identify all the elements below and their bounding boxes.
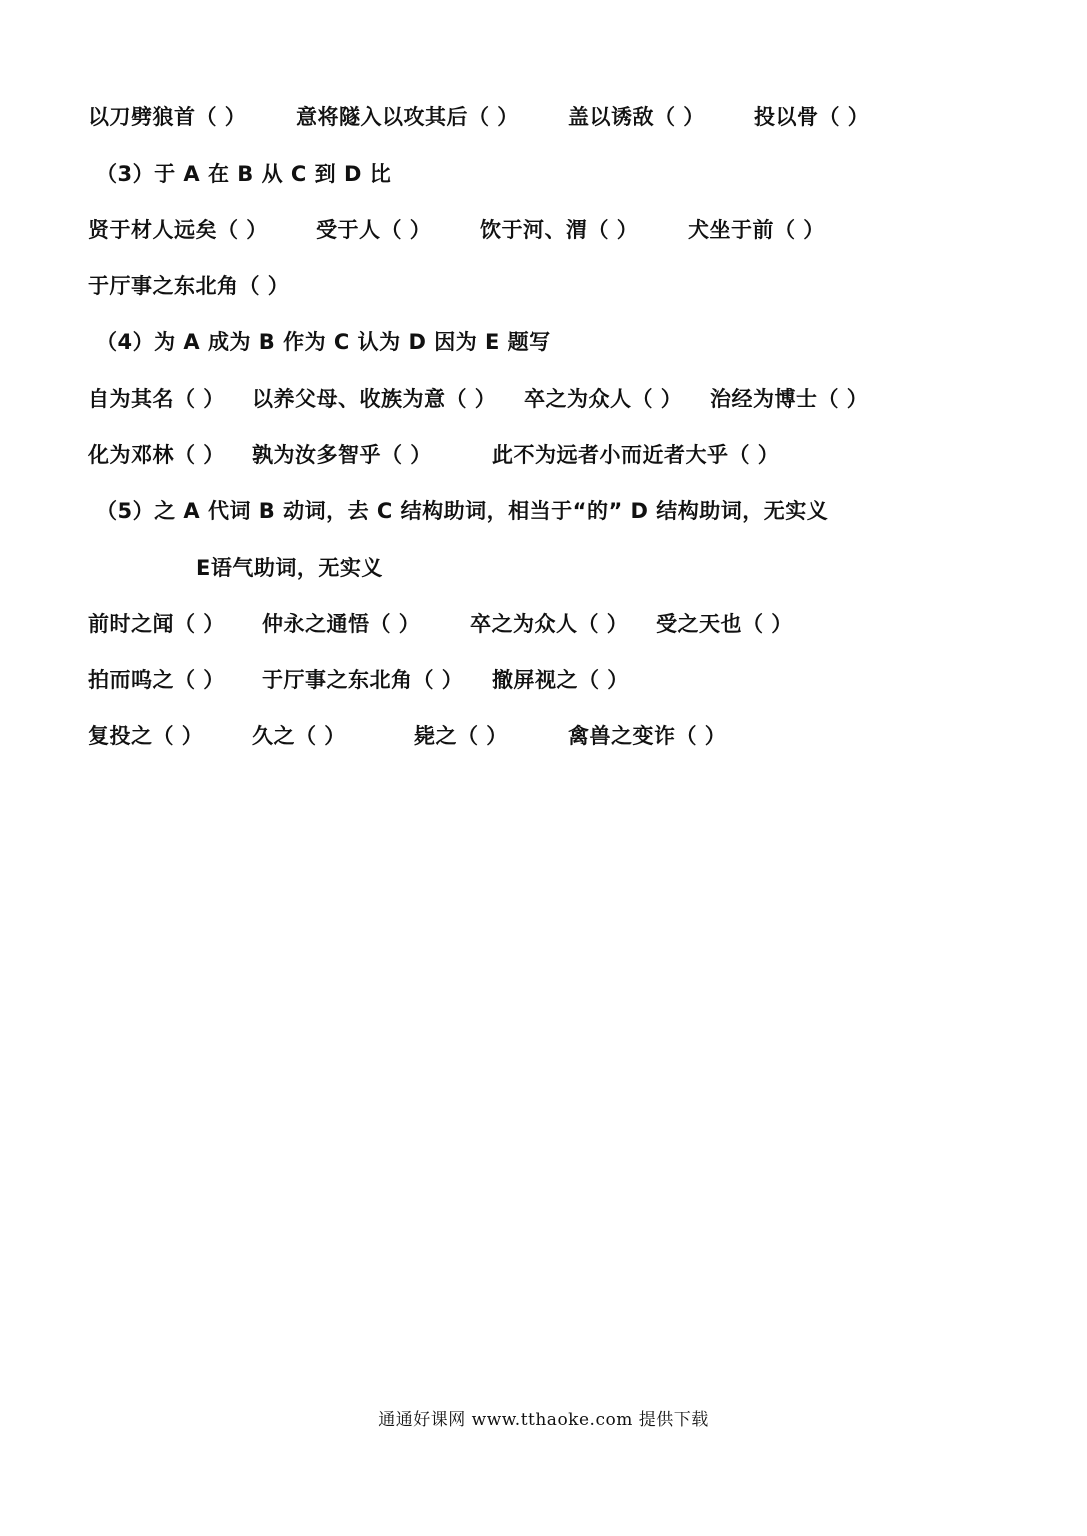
question-item: 于厅事之东北角（ ）	[262, 668, 464, 692]
question-item: 以刀劈狼首（ ）	[88, 105, 247, 129]
question-item: 撤屏视之（ ）	[492, 668, 629, 692]
section-heading-4	[0, 322, 1087, 362]
section-heading-5	[0, 491, 1087, 531]
question-item: 卒之为众人（ ）	[524, 387, 683, 411]
question-item: 毙之（ ）	[414, 724, 508, 748]
question-item: 受于人（ ）	[316, 218, 432, 242]
question-item: 投以骨（ ）	[754, 105, 870, 129]
exercise-line-10	[0, 604, 1087, 644]
section-heading-3	[0, 154, 1087, 194]
question-item: 前时之闻（ ）	[88, 612, 225, 636]
section-options: E语气助词，无实义	[196, 556, 383, 580]
section-options-continued	[0, 548, 1087, 588]
question-item: 受之天也（ ）	[656, 612, 793, 636]
question-item: 治经为博士（ ）	[710, 387, 869, 411]
question-item: 卒之为众人（ ）	[470, 612, 629, 636]
question-item: 化为邓林（ ）	[88, 443, 225, 467]
page-footer: 通通好课网 www.tthaoke.com 提供下载	[378, 1410, 709, 1430]
question-item: 以养父母、收族为意（ ）	[252, 387, 497, 411]
question-item: 仲永之通悟（ ）	[262, 612, 421, 636]
exercise-line-6	[0, 379, 1087, 419]
question-item: 此不为远者小而近者大乎（ ）	[492, 443, 780, 467]
exercise-line-7	[0, 435, 1087, 475]
question-item: 久之（ ）	[252, 724, 346, 748]
exercise-line-1	[0, 97, 1087, 137]
question-item: 犬坐于前（ ）	[688, 218, 825, 242]
question-item: 贤于材人远矣（ ）	[88, 218, 268, 242]
exercise-line-12	[0, 716, 1087, 756]
question-item: 自为其名（ ）	[88, 387, 225, 411]
question-item: 盖以诱敌（ ）	[568, 105, 705, 129]
section-options: （4）为 A 成为 B 作为 C 认为 D 因为 E 题写	[96, 330, 551, 354]
question-item: 饮于河、渭（ ）	[480, 218, 639, 242]
question-item: 拍而呜之（ ）	[88, 668, 225, 692]
question-item: 意将隧入以攻其后（ ）	[296, 105, 519, 129]
exercise-line-4	[0, 266, 1087, 306]
question-item: 于厅事之东北角（ ）	[88, 274, 290, 298]
question-item: 复投之（ ）	[88, 724, 204, 748]
question-item: 孰为汝多智乎（ ）	[252, 443, 432, 467]
section-options: （3）于 A 在 B 从 C 到 D 比	[96, 162, 392, 186]
section-options: （5）之 A 代词 B 动词，去 C 结构助词，相当于“的” D 结构助词，无实义	[96, 499, 829, 523]
exercise-line-3	[0, 210, 1087, 250]
question-item: 禽兽之变诈（ ）	[568, 724, 727, 748]
exercise-line-11	[0, 660, 1087, 700]
